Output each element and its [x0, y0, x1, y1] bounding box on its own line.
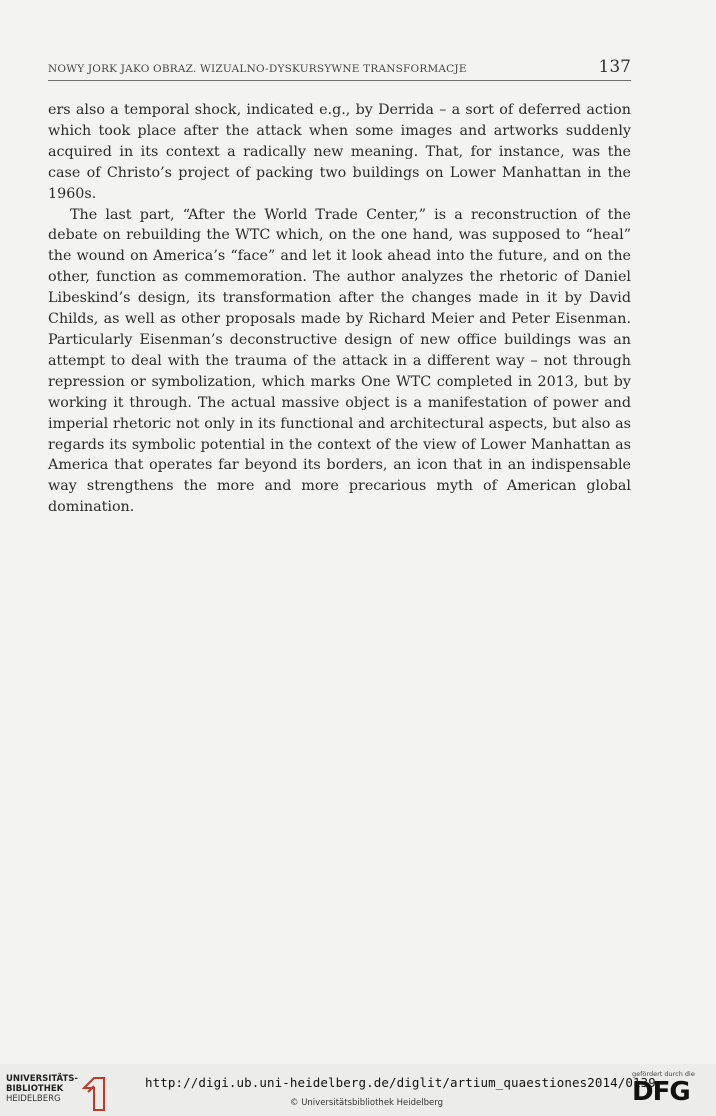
library-name: [6, 1074, 78, 1104]
university-library-logo: [6, 1074, 106, 1112]
library-name-line3: HEIDELBERG: [6, 1094, 61, 1104]
dfg-tagline: gefördert durch die: [632, 1070, 695, 1078]
running-title: NOWY JORK JAKO OBRAZ. WIZUALNO-DYSKURSYWNE TRANSFORMACJE: [48, 63, 467, 75]
paragraph-2: The last part, “After the World Trade Center,” is a reconstruction of the debate on rebuilding the WTC which, on the one hand, was supposed to “heal” the wound on America’s “face” and let it look ahead into the future, and on the other, function as commemoration. The author analyzes the rhetoric of Daniel Libeskind’s design, its transformation after the changes made in it by David Childs, as well as other proposals made by Richard Meier and Peter Eisenman. Particularly Eisenman’s deconstructive design of new office buildings was an attempt to deal with the trauma of the attack in a different way – not through repression or symbolization, which marks One WTC completed in 2013, but by working it through. The actual massive object is a manifestation of power and imperial rhetoric not only in its functional and architectural aspects, but also as regards its symbolic potential in the context of the view of Lower Manhattan as America that operates far beyond its borders, an icon that in an indispensable way strengthens the more and more precarious myth of American global domination.: [48, 206, 631, 516]
library-emblem-icon: [82, 1074, 106, 1112]
page-number: 137: [598, 57, 631, 77]
running-head: [48, 57, 631, 81]
viewer-footer: [0, 1064, 716, 1116]
library-name-line2: BIBLIOTHEK: [6, 1084, 64, 1094]
dfg-logo: [632, 1070, 706, 1105]
body-text: [48, 100, 631, 518]
paragraph-1: ers also a temporal shock, indicated e.g., by Derrida – a sort of deferred action which took place after the attack when some images and artworks suddenly acquired in its context a radically new meaning. That, for instance, was the case of Christo’s project of packing two buildings on Lower Manhattan in the 1960s.: [48, 102, 631, 202]
permalink-url[interactable]: http://digi.ub.uni-heidelberg.de/diglit/artium_quaestiones2014/0139: [145, 1075, 656, 1090]
copyright-notice: © Universitätsbibliothek Heidelberg: [290, 1098, 444, 1108]
dfg-wordmark: DFG: [632, 1077, 690, 1107]
library-name-line1: UNIVERSITÄTS-: [6, 1074, 78, 1084]
